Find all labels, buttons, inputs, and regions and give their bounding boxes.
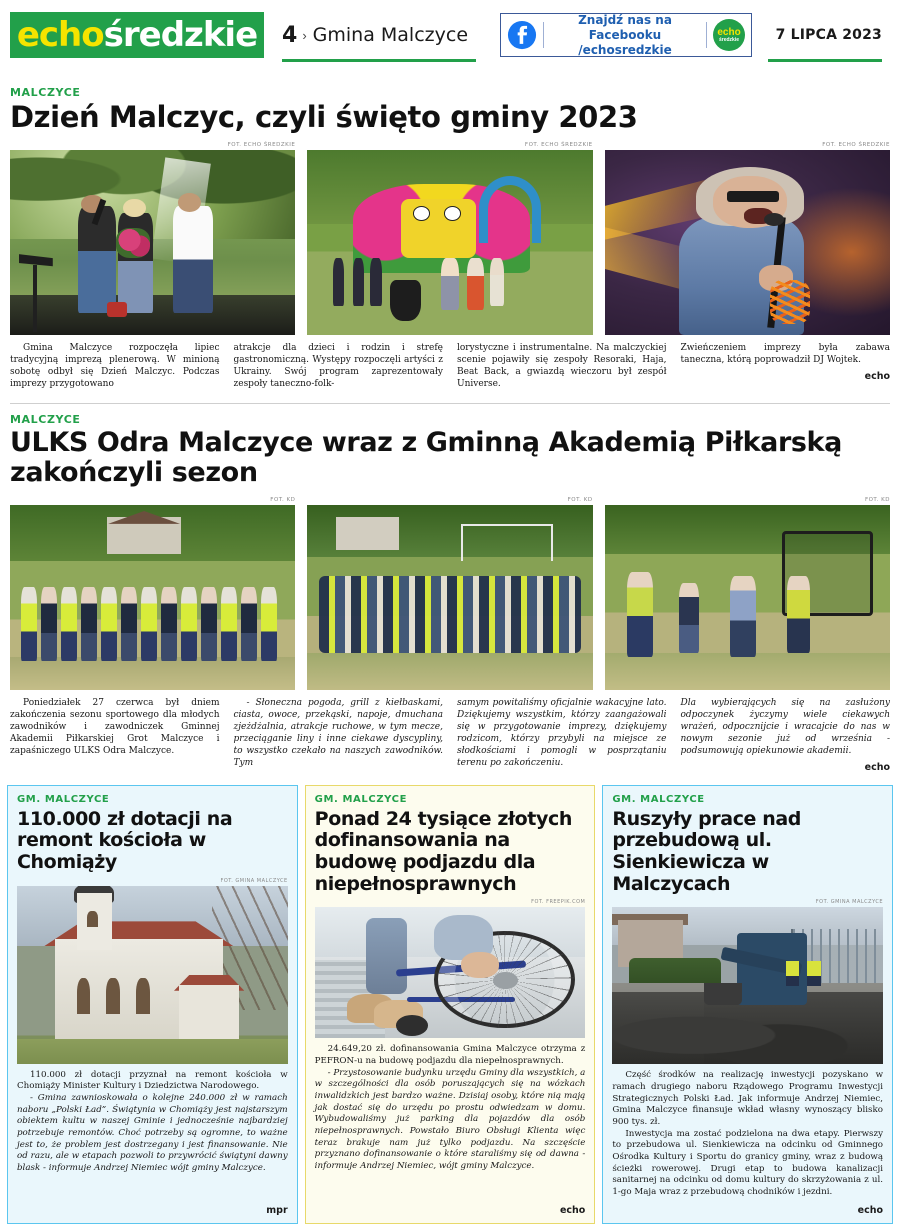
article-2-text-1: Poniedziałek 27 czerwca był dniem zakończenia sezonu sportowego dla młodych zawodników i zawodniczek Gminnej Akademii Piłkarskiej Grot Malczyce i zapaśniczego ULKS Odra Malczyce. [10, 698, 220, 756]
box-3-signature: echo [857, 1204, 884, 1216]
photo-wokalista-na-scenie [605, 150, 890, 335]
article-2-text-2: - Słoneczna pogoda, grill z kiełbaskami, ciasta, owoce, przekąski, napoje, dmuchana zjeżdżalnia, atrakcje ruchowe, w tym mecze, przeciąganie liny i inne ciekawe dyscypliny, to wszystko czekało na naszych zawodników. Tym [233, 698, 443, 768]
article-1-photo-1 [10, 142, 295, 335]
article-1-photo-3 [605, 142, 890, 335]
article-1-col-1 [10, 343, 220, 391]
divider-right [706, 22, 707, 48]
article-1-text-4: Zwieńczeniem imprezy była zabawa taneczna, którą poprowadził DJ Wojtek. [680, 343, 890, 366]
badge-top-text: echo [717, 26, 741, 38]
article-2-photo-2 [307, 497, 592, 690]
photo-kosciol-w-chomiazy [17, 886, 288, 1064]
article-2-col-4 [681, 698, 891, 772]
box-1-kicker: GM. MALCZYCE [17, 793, 110, 805]
section-divider-1 [10, 403, 890, 404]
breadcrumb-rule [282, 59, 476, 62]
chevron-right-icon: › [302, 27, 307, 43]
article-2-text-3: samym powitaliśmy oficjalnie wakacyjne lato. Dziękujemy wszystkim, którzy zaangażowali się w przygotowanie imprezy, dziękujemy rodzicom, którzy przybyli na miejsce ze słodkościami i pomogli w posprzątaniu terenu po zakończeniu. [457, 698, 667, 768]
photo-mlodzi-zawodnicy [10, 505, 295, 690]
article-2-headline: ULKS Odra Malczyce wraz z Gminną Akademią Piłkarską zakończyli sezon [10, 426, 842, 489]
box-1-para-2: - Gmina zawnioskowała o kolejne 240.000 zł w ramach naboru „Polski Ład”. Świątynia w Chomiąży jest najstarszym obiektem kultu w naszej Gminie i jednocześnie najbardziej potrzebuje remontów. Choć potrzeby są ogromne, to ważne jest to, że problem jest dostrzegany i jest finansowanie. Nie od razu, ale w etapach pozwoli to przywrócić świątyni dawny blask - informuje Andrzej Niemiec wójt gminy Malczyce. [17, 1093, 288, 1174]
article-1-text-1: Gmina Malczyce rozpoczęła lipiec tradycyjną imprezą plenerową. W minioną sobotę odbył się Dzień Malczyc. Podczas imprezy przygotowano [10, 343, 220, 390]
article-1-col-3 [457, 343, 667, 391]
article-1-text-3: lorystyczne i instrumentalne. Na malczyckiej scenie pojawiły się zespoły Resoraki, Haja, Beat Back, a gwiazdą wieczoru był zespół Universe. [457, 343, 667, 390]
box-3-body [612, 1070, 883, 1198]
article-2-col-2 [234, 698, 444, 772]
photo-credit: FOT. ECHO ŚREDZKIE [524, 142, 593, 149]
box-2-signature: echo [559, 1204, 586, 1216]
issue-date-text: 7 LIPCA 2023 [775, 27, 882, 43]
article-1-signature: echo [864, 371, 890, 383]
box-2-photo-wrap [315, 899, 586, 1038]
breadcrumb [264, 12, 482, 58]
photo-credit: FOT. KD [270, 497, 296, 504]
box-1-body [17, 1070, 288, 1175]
facebook-line-1: Znajdź nas na Facebooku [578, 12, 672, 42]
box-3-title: Ruszyły prace nad przebudową ul. Sienkiewicza w Malczycach [612, 807, 802, 895]
box-1-title: 110.000 zł dotacji na remont kościoła w Chomiąży [17, 807, 233, 874]
photo-prace-drogowe [612, 907, 883, 1064]
article-1-headline: Dzień Malczyc, czyli święto gminy 2023 [10, 100, 638, 134]
page-number: 4 [282, 22, 298, 48]
logo-echo-text: echo [16, 15, 104, 55]
article-1-photo-row [10, 142, 890, 335]
article-2-signature: echo [864, 761, 890, 773]
article-1-columns [10, 343, 890, 391]
article-2-columns [10, 698, 890, 772]
box-1-para-1: 110.000 zł dotacji przyznał na remont kościoła w Chomiąży Minister Kultury i Dziedzictwa Narodowego. [17, 1069, 288, 1092]
photo-credit: FOT. FREEPIK.COM [531, 899, 586, 906]
section-title: Gmina Malczyce [312, 24, 469, 46]
article-2-text-4: Dla wybierających się na zasłużony odpoczynek życzymy wiele ciekawych wrażeń, odpocznijcie i wracajcie do nas w nowym sezonie już od września - podsumowują opiekunowie akademii. [680, 698, 890, 756]
article-2 [0, 413, 900, 773]
masthead [0, 0, 900, 62]
box-3-kicker: GM. MALCZYCE [612, 793, 705, 805]
photo-credit: FOT. KD [567, 497, 593, 504]
box-kosciol-chomiaza[interactable] [7, 785, 298, 1224]
box-3-photo-wrap [612, 899, 883, 1064]
photo-credit: FOT. ECHO ŚREDZKIE [822, 142, 890, 149]
echo-round-badge [713, 19, 745, 51]
facebook-icon [507, 20, 537, 50]
box-1-photo-wrap [17, 878, 288, 1064]
photo-credit: FOT. ECHO ŚREDZKIE [227, 142, 296, 149]
photo-scena-z-ludzmi [10, 150, 295, 335]
badge-bottom-text: średzkie [719, 36, 740, 43]
article-1-text-2: atrakcje dla dzieci i rodzin i strefę gastronomiczną. Występy rozpoczęli artyści z Ukrainy. Swój program zaprezentowały zespoły taneczno-folk- [233, 343, 443, 390]
box-1-signature: mpr [266, 1204, 288, 1216]
box-3-para-1: Część środków na realizację inwestycji pozyskano w ramach drugiego naboru Rządowego Programu Inwestycji Strategicznych Polski Ład. Jak informuje Andrzej Niemiec, Gmina Malczyce finansuje wkład własny wynoszący blisko 900 tys. zł. [612, 1070, 884, 1128]
article-1 [0, 86, 900, 391]
box-podjazd-niepelnosprawni[interactable] [305, 785, 596, 1224]
article-2-kicker: MALCZYCE [10, 412, 81, 426]
photo-zawodnicy-na-boisku [605, 505, 890, 690]
article-2-col-1 [10, 698, 220, 772]
article-2-col-3 [457, 698, 667, 772]
article-2-photo-3 [605, 497, 890, 690]
box-2-para-1: 24.649,20 zł. dofinansowania Gmina Malczyce otrzyma z PEFRON-u na budowę podjazdu dla niepełnosprawnych. [314, 1044, 586, 1067]
article-1-kicker: MALCZYCE [10, 86, 81, 99]
box-2-kicker: GM. MALCZYCE [314, 793, 408, 805]
issue-date [776, 12, 890, 58]
box-2-para-2: - Przystosowanie budynku urzędu Gminy dla wszystkich, a w szczególności dla osób poruszających się na wózkach inwalidzkich jest bardzo ważne. Dzisiaj osoby, które nią mają jak dostać się do urzędu po prostu odwiedzam w domu. Wybudowaliśmy już parking dla pojazdów dla osób niepełnosprawnych. Powstało Biuro Obsługi Klienta więc teraz brakuje nam już tylko podjazdu. Na szczęście przyznano dofinansowanie o które staraliśmy się od dawna - informuje Andrzej Niemiec, wójt gminy Malczyce. [314, 1067, 586, 1171]
box-2-title: Ponad 24 tysiące złotych dofinansowania na budowę podjazdu dla niepełnosprawnych [314, 807, 572, 895]
photo-credit: FOT. KD [864, 497, 890, 504]
box-2-body [315, 1044, 586, 1172]
logo-text [16, 15, 258, 55]
photo-credit: FOT. GMINA MALCZYCE [815, 899, 884, 906]
photo-osoba-na-wozku [315, 907, 586, 1038]
photo-dmuchany-zamek [307, 150, 592, 335]
photo-przeciaganie-liny [307, 505, 592, 690]
facebook-promo-box[interactable] [500, 13, 752, 57]
bottom-boxes [0, 785, 900, 1224]
photo-credit: FOT. GMINA MALCZYCE [220, 877, 288, 884]
publication-logo[interactable] [10, 12, 264, 58]
article-1-col-2 [234, 343, 444, 391]
article-2-photo-row [10, 497, 890, 690]
article-1-photo-2 [307, 142, 592, 335]
divider-left [543, 22, 544, 48]
facebook-line-2: /echosredzkie [578, 42, 672, 57]
box-przebudowa-sienkiewicza[interactable] [602, 785, 893, 1224]
box-3-para-2: Inwestycja ma zostać podzielona na dwa etapy. Pierwszy to przebudowa ul. Sienkiewicza na odcinku od Gminnego Ośrodka Kultury i Sportu do granicy gminy, wraz z budową ścieżki rowerowej. Drugi etap to budowa kanalizacji sanitarnej na odcinku od domu kultury do skrzyżowania z ul. 1-go Maja wraz z przebudową chodników i jezdni. [612, 1128, 884, 1197]
facebook-text [550, 13, 700, 58]
article-1-col-4 [681, 343, 891, 391]
article-2-photo-1 [10, 497, 295, 690]
logo-sredzkie-text: średzkie [103, 15, 258, 55]
date-rule [768, 59, 882, 62]
